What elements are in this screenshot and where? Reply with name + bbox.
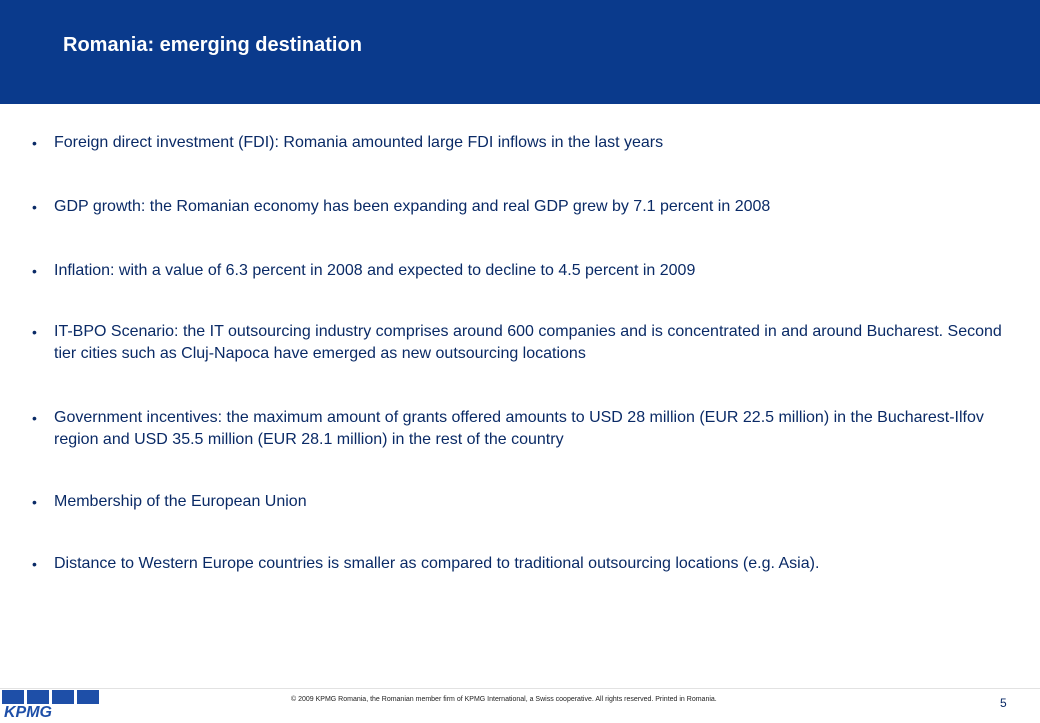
bullet-text: Government incentives: the maximum amount of grants offered amounts to USD 28 million (EUR 22.5 million) in the Bucharest-Ilfov region and USD 35.5 million (EUR 28.1 million) in the rest of the country: [54, 409, 984, 448]
bullet-dot: •: [32, 135, 37, 151]
bullet-item-fdi: [32, 132, 1022, 154]
logo-text: KPMG: [4, 704, 52, 718]
bullet-text: IT-BPO Scenario: the IT outsourcing industry comprises around 600 companies and is concentrated in and around Bucharest. Second tier cities such as Cluj-Napoca have emerged as new outsourcing locations: [54, 323, 1002, 362]
bullet-text: GDP growth: the Romanian economy has been expanding and real GDP grew by 7.1 percent in 2008: [54, 198, 771, 215]
bullet-dot: •: [32, 199, 37, 215]
bullet-dot: •: [32, 324, 37, 340]
footer-divider: [0, 688, 1040, 689]
bullet-dot: •: [32, 263, 37, 279]
bullet-item-inflation: [32, 260, 1022, 282]
bullet-item-eu: [32, 491, 1022, 513]
slide-title: Romania: emerging destination: [63, 34, 362, 56]
bullet-text: Inflation: with a value of 6.3 percent in 2008 and expected to decline to 4.5 percent in 2009: [54, 262, 696, 279]
kpmg-logo-icon: [2, 690, 102, 718]
title-bar: [0, 0, 1040, 104]
bullet-dot: •: [32, 556, 37, 572]
copyright-notice: © 2009 KPMG Romania, the Romanian member firm of KPMG International, a Swiss cooperative. All rights reserved. Printed in Romania.: [291, 696, 717, 703]
page-number: 5: [1000, 696, 1007, 710]
bullet-text: Distance to Western Europe countries is smaller as compared to traditional outsourcing locations (e.g. Asia).: [54, 555, 820, 572]
bullet-dot: •: [32, 410, 37, 426]
bullet-item-it-bpo: [32, 321, 1022, 365]
bullet-item-incentives: [32, 407, 1022, 451]
bullet-text: Foreign direct investment (FDI): Romania amounted large FDI inflows in the last years: [54, 134, 664, 151]
bullet-item-gdp: [32, 196, 1022, 218]
bullet-item-distance: [32, 553, 1022, 575]
bullet-text: Membership of the European Union: [54, 493, 307, 510]
bullet-dot: •: [32, 494, 37, 510]
